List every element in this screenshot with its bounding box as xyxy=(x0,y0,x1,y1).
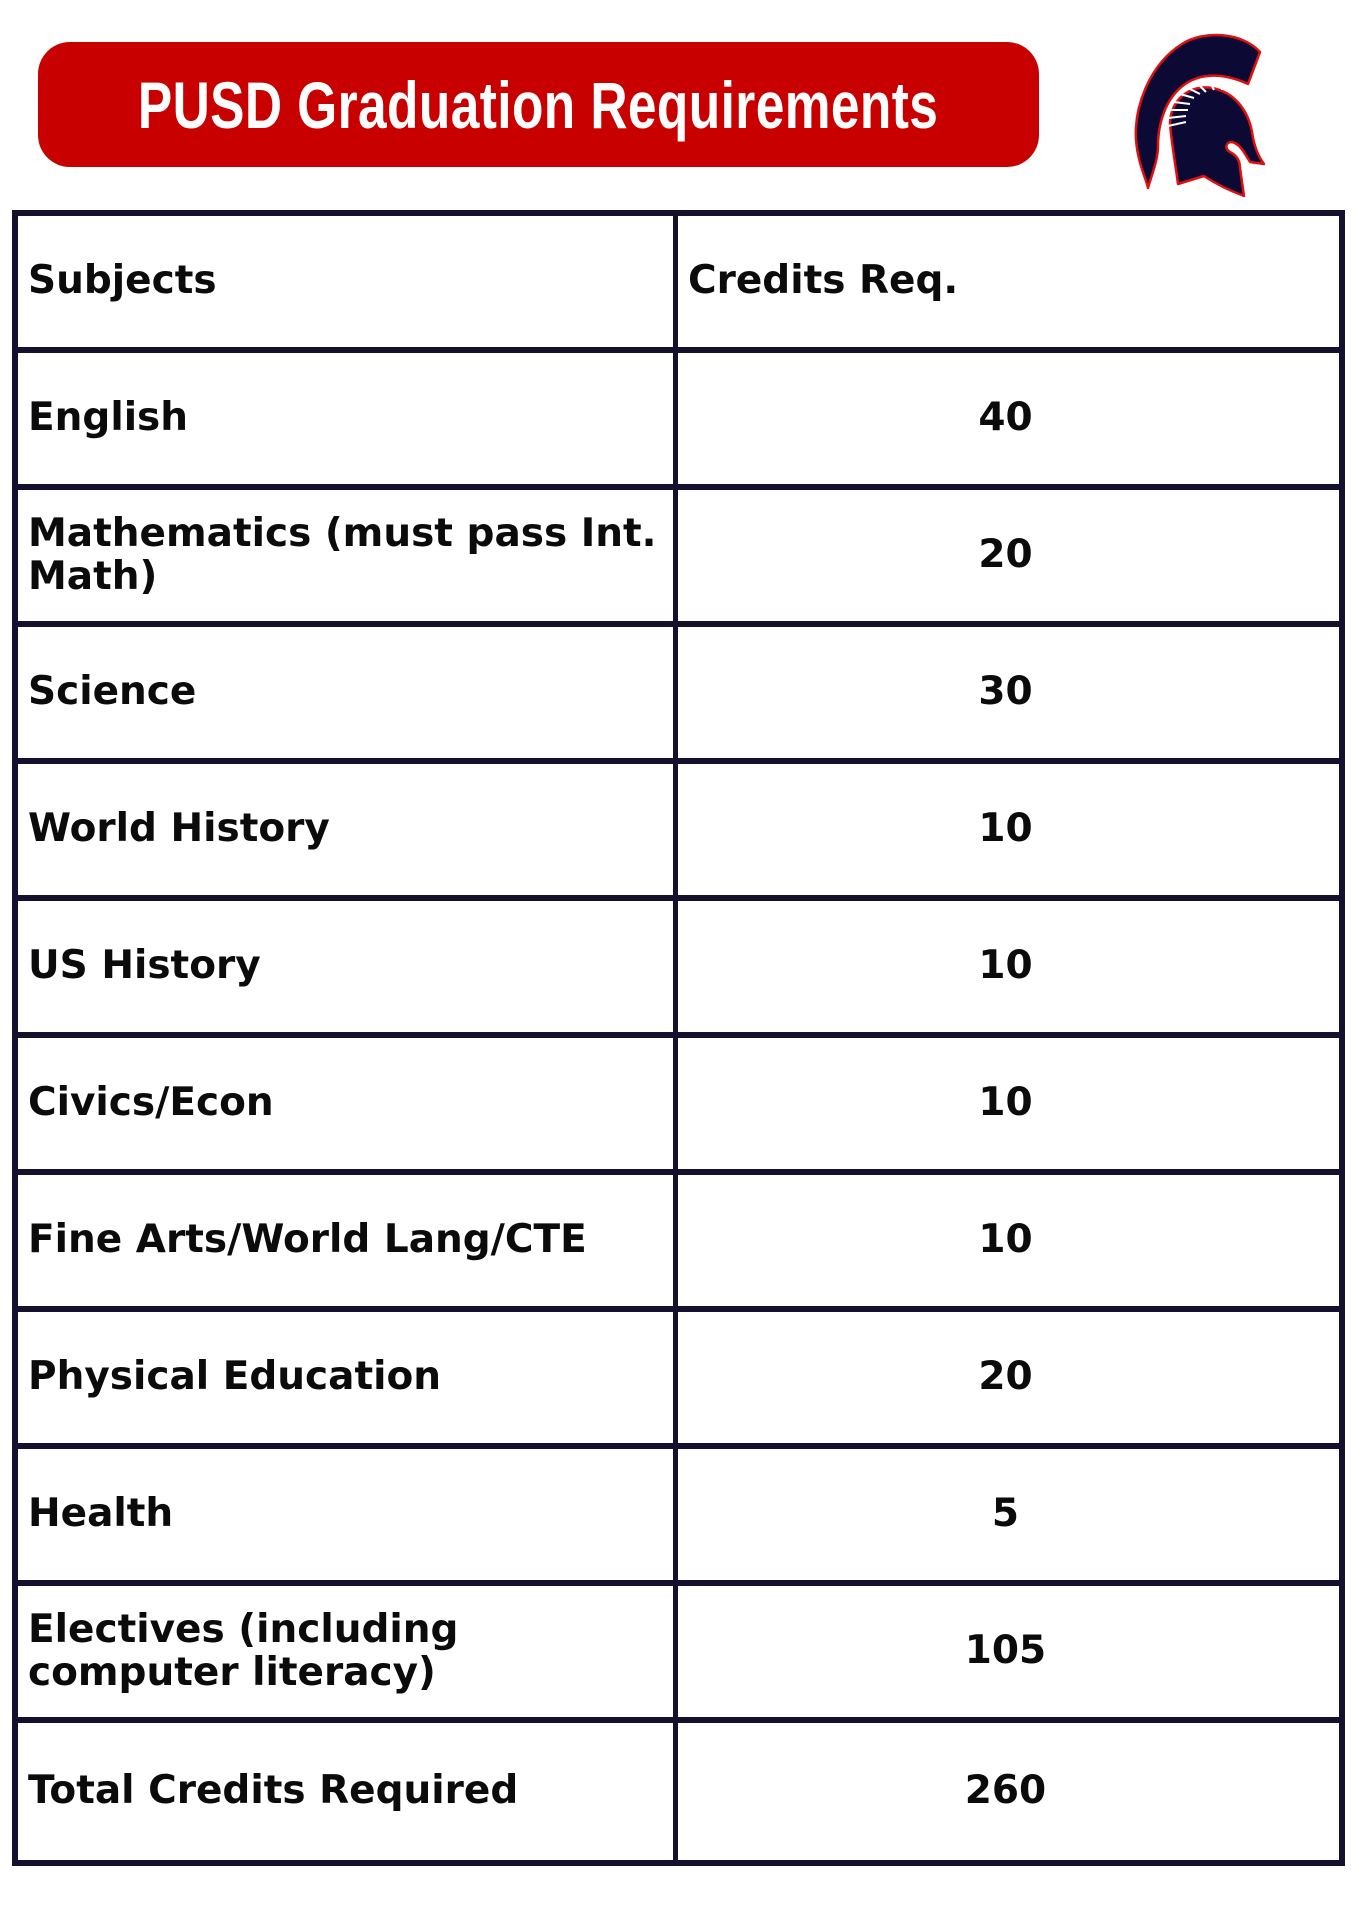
column-header-credits: Credits Req. xyxy=(678,216,1339,353)
row-subject: Health xyxy=(18,1449,678,1586)
total-label: Total Credits Required xyxy=(18,1723,678,1860)
row-credits: 105 xyxy=(678,1586,1339,1723)
row-credits: 10 xyxy=(678,764,1339,901)
row-credits: 10 xyxy=(678,1175,1339,1312)
row-subject: Mathematics (must pass Int. Math) xyxy=(18,490,678,627)
row-credits: 40 xyxy=(678,353,1339,490)
row-subject: Civics/Econ xyxy=(18,1038,678,1175)
spartan-helmet-icon xyxy=(1112,28,1272,200)
row-credits: 10 xyxy=(678,1038,1339,1175)
title-banner xyxy=(38,42,1039,167)
column-header-subjects: Subjects xyxy=(18,216,678,353)
row-subject: Science xyxy=(18,627,678,764)
row-credits: 10 xyxy=(678,901,1339,1038)
total-credits: 260 xyxy=(964,1768,1047,1814)
row-credits: 20 xyxy=(678,490,1339,627)
row-credits: 30 xyxy=(678,627,1339,764)
row-credits: 20 xyxy=(678,1312,1339,1449)
row-subject: English xyxy=(18,353,678,490)
row-subject: Fine Arts/World Lang/CTE xyxy=(18,1175,678,1312)
graduation-requirements-table xyxy=(12,210,1345,1866)
row-subject: World History xyxy=(18,764,678,901)
row-subject: Physical Education xyxy=(18,1312,678,1449)
page-title: PUSD Graduation Requirements xyxy=(138,67,939,142)
row-credits: 5 xyxy=(678,1449,1339,1586)
row-subject: US History xyxy=(18,901,678,1038)
row-subject: Electives (including computer literacy) xyxy=(18,1586,678,1723)
